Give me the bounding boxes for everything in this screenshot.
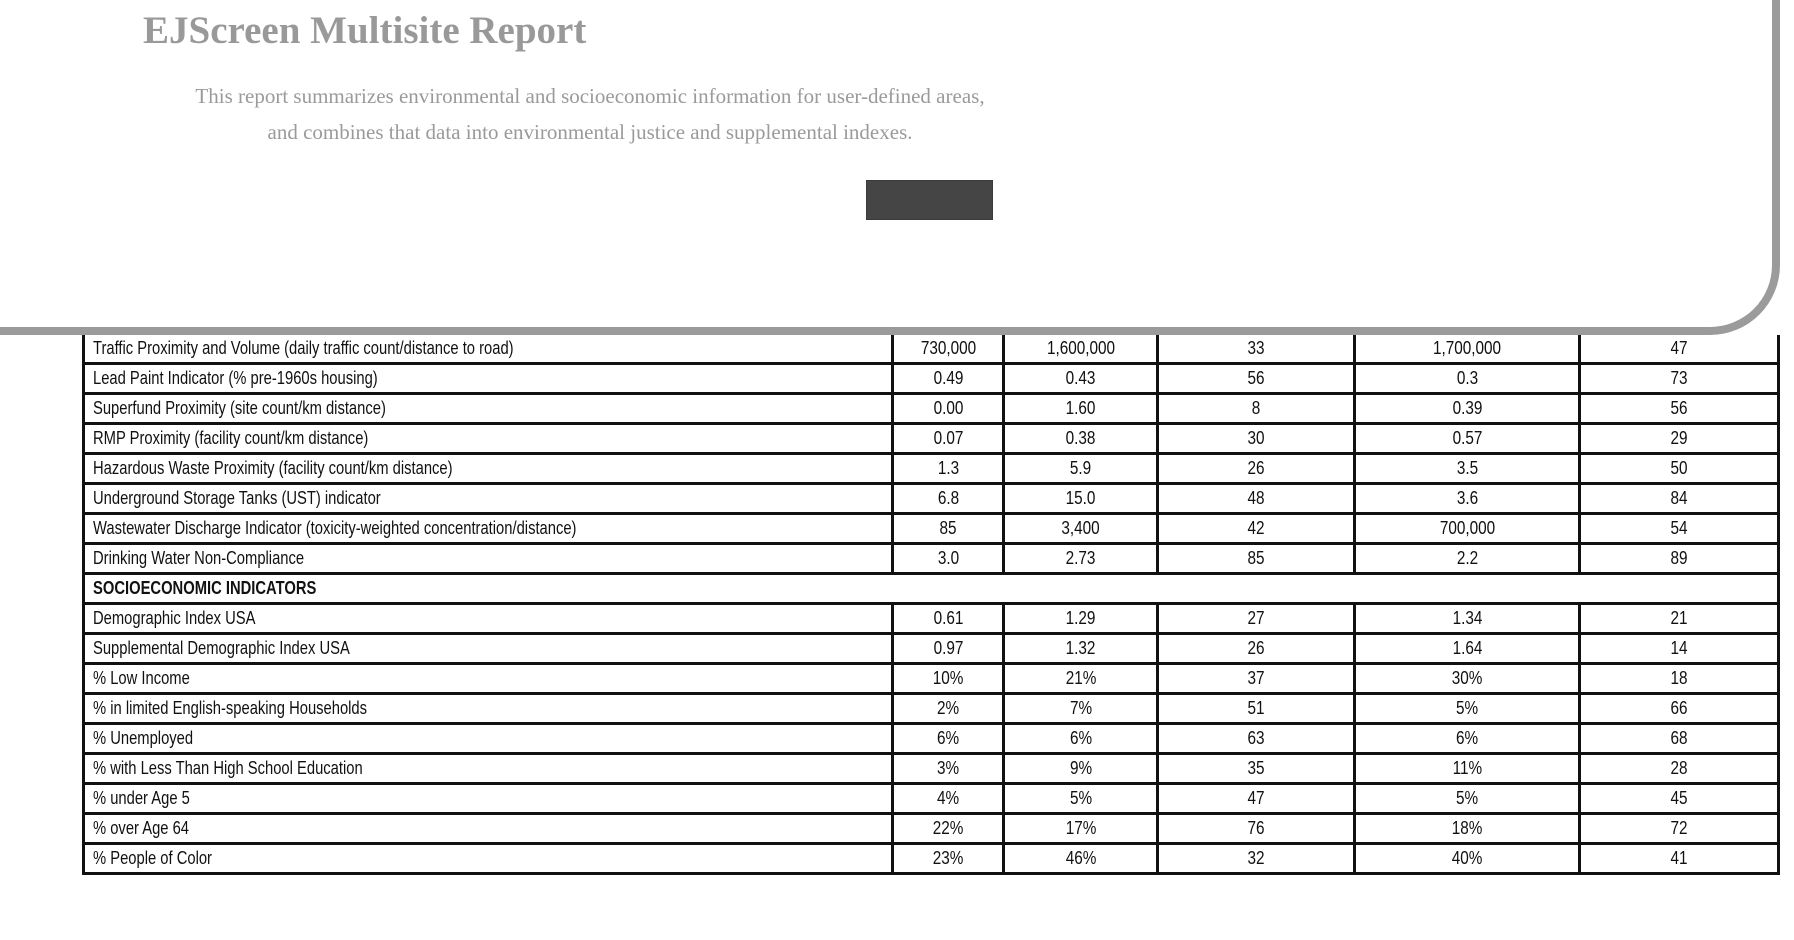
value-cell-col-3: 48 [1158, 484, 1355, 514]
report-description-line-2: and combines that data into environmental justice and supplemental indexes. [267, 120, 913, 144]
report-description-line-1: This report summarizes environmental and socioeconomic information for user-defined areas, [195, 84, 985, 108]
indicator-label: Hazardous Waste Proximity (facility count/km distance) [84, 454, 893, 484]
value-cell-col-4: 1,700,000 [1355, 335, 1579, 364]
value-cell-col-3: 56 [1158, 364, 1355, 394]
value-cell-col-3: 47 [1158, 784, 1355, 814]
value-cell-col-3: 51 [1158, 694, 1355, 724]
value-cell-col-3: 63 [1158, 724, 1355, 754]
table-row [84, 664, 1779, 694]
indicator-label: % Low Income [84, 664, 893, 694]
value-cell-col-1: 0.61 [892, 604, 1004, 634]
value-cell-col-3: 26 [1158, 634, 1355, 664]
indicators-table-body [84, 335, 1779, 874]
value-cell-col-4: 40% [1355, 844, 1579, 874]
value-cell-col-3: 42 [1158, 514, 1355, 544]
value-cell-col-4: 6% [1355, 724, 1579, 754]
value-cell-col-2: 1.60 [1004, 394, 1158, 424]
value-cell-col-1: 23% [892, 844, 1004, 874]
value-cell-col-1: 730,000 [892, 335, 1004, 364]
table-row [84, 784, 1779, 814]
value-cell-col-2: 3,400 [1004, 514, 1158, 544]
value-cell-col-2: 0.43 [1004, 364, 1158, 394]
table-row [84, 724, 1779, 754]
value-cell-col-4: 2.2 [1355, 544, 1579, 574]
value-cell-col-5: 56 [1579, 394, 1778, 424]
value-cell-col-5: 54 [1579, 514, 1778, 544]
value-cell-col-4: 5% [1355, 784, 1579, 814]
section-heading-row [84, 574, 1779, 604]
value-cell-col-1: 0.00 [892, 394, 1004, 424]
table-row [84, 394, 1779, 424]
value-cell-col-3: 37 [1158, 664, 1355, 694]
value-cell-col-3: 33 [1158, 335, 1355, 364]
value-cell-col-2: 9% [1004, 754, 1158, 784]
value-cell-col-1: 10% [892, 664, 1004, 694]
value-cell-col-2: 1,600,000 [1004, 335, 1158, 364]
table-row [84, 364, 1779, 394]
table-row [84, 424, 1779, 454]
value-cell-col-4: 18% [1355, 814, 1579, 844]
value-cell-col-5: 66 [1579, 694, 1778, 724]
header-divider [78, 327, 1698, 335]
indicator-label: % in limited English-speaking Households [84, 694, 893, 724]
value-cell-col-5: 14 [1579, 634, 1778, 664]
value-cell-col-3: 27 [1158, 604, 1355, 634]
value-cell-col-4: 0.57 [1355, 424, 1579, 454]
value-cell-col-2: 46% [1004, 844, 1158, 874]
table-row [84, 754, 1779, 784]
value-cell-col-1: 85 [892, 514, 1004, 544]
value-cell-col-1: 4% [892, 784, 1004, 814]
value-cell-col-1: 6% [892, 724, 1004, 754]
value-cell-col-2: 5% [1004, 784, 1158, 814]
value-cell-col-5: 29 [1579, 424, 1778, 454]
value-cell-col-5: 28 [1579, 754, 1778, 784]
value-cell-col-5: 50 [1579, 454, 1778, 484]
value-cell-col-1: 3% [892, 754, 1004, 784]
indicator-label: % with Less Than High School Education [84, 754, 893, 784]
value-cell-col-5: 47 [1579, 335, 1778, 364]
value-cell-col-5: 73 [1579, 364, 1778, 394]
report-title: EJScreen Multisite Report [143, 9, 587, 52]
value-cell-col-2: 2.73 [1004, 544, 1158, 574]
value-cell-col-4: 0.3 [1355, 364, 1579, 394]
table-row [84, 335, 1779, 364]
indicator-label: Drinking Water Non-Compliance [84, 544, 893, 574]
value-cell-col-3: 35 [1158, 754, 1355, 784]
value-cell-col-1: 1.3 [892, 454, 1004, 484]
table-row [84, 484, 1779, 514]
value-cell-col-3: 26 [1158, 454, 1355, 484]
value-cell-col-2: 15.0 [1004, 484, 1158, 514]
value-cell-col-2: 0.38 [1004, 424, 1158, 454]
indicator-label: Supplemental Demographic Index USA [84, 634, 893, 664]
report-action-button[interactable] [866, 180, 993, 220]
value-cell-col-5: 89 [1579, 544, 1778, 574]
value-cell-col-3: 76 [1158, 814, 1355, 844]
value-cell-col-1: 6.8 [892, 484, 1004, 514]
value-cell-col-2: 1.32 [1004, 634, 1158, 664]
table-row [84, 844, 1779, 874]
indicator-label: % under Age 5 [84, 784, 893, 814]
report-description [140, 78, 1040, 150]
value-cell-col-1: 2% [892, 694, 1004, 724]
value-cell-col-1: 0.07 [892, 424, 1004, 454]
indicator-label: % Unemployed [84, 724, 893, 754]
value-cell-col-1: 3.0 [892, 544, 1004, 574]
value-cell-col-4: 30% [1355, 664, 1579, 694]
indicator-label: % People of Color [84, 844, 893, 874]
value-cell-col-5: 45 [1579, 784, 1778, 814]
table-row [84, 634, 1779, 664]
indicators-table [82, 335, 1780, 875]
value-cell-col-4: 700,000 [1355, 514, 1579, 544]
value-cell-col-4: 3.6 [1355, 484, 1579, 514]
value-cell-col-2: 21% [1004, 664, 1158, 694]
indicator-label: Lead Paint Indicator (% pre-1960s housing) [84, 364, 893, 394]
value-cell-col-3: 85 [1158, 544, 1355, 574]
indicator-label: Underground Storage Tanks (UST) indicator [84, 484, 893, 514]
value-cell-col-4: 5% [1355, 694, 1579, 724]
value-cell-col-2: 5.9 [1004, 454, 1158, 484]
indicator-label: Traffic Proximity and Volume (daily traffic count/distance to road) [84, 335, 893, 364]
value-cell-col-5: 68 [1579, 724, 1778, 754]
table-row [84, 694, 1779, 724]
value-cell-col-1: 0.97 [892, 634, 1004, 664]
section-heading: SOCIOECONOMIC INDICATORS [84, 574, 893, 604]
value-cell-col-4: 3.5 [1355, 454, 1579, 484]
value-cell-col-4: 1.64 [1355, 634, 1579, 664]
indicator-label: Superfund Proximity (site count/km distance) [84, 394, 893, 424]
table-row [84, 544, 1779, 574]
value-cell-col-3: 8 [1158, 394, 1355, 424]
table-row [84, 814, 1779, 844]
value-cell-col-2: 17% [1004, 814, 1158, 844]
value-cell-col-5: 84 [1579, 484, 1778, 514]
value-cell-col-2: 6% [1004, 724, 1158, 754]
table-row [84, 604, 1779, 634]
value-cell-col-1: 22% [892, 814, 1004, 844]
value-cell-col-4: 1.34 [1355, 604, 1579, 634]
value-cell-col-5: 18 [1579, 664, 1778, 694]
indicator-label: RMP Proximity (facility count/km distance) [84, 424, 893, 454]
value-cell-col-4: 0.39 [1355, 394, 1579, 424]
table-row [84, 514, 1779, 544]
value-cell-col-5: 72 [1579, 814, 1778, 844]
value-cell-col-1: 0.49 [892, 364, 1004, 394]
value-cell-col-2: 1.29 [1004, 604, 1158, 634]
value-cell-col-3: 32 [1158, 844, 1355, 874]
indicator-label: % over Age 64 [84, 814, 893, 844]
section-heading-spacer [892, 574, 1778, 604]
table-row [84, 454, 1779, 484]
indicator-label: Wastewater Discharge Indicator (toxicity-weighted concentration/distance) [84, 514, 893, 544]
value-cell-col-4: 11% [1355, 754, 1579, 784]
value-cell-col-5: 21 [1579, 604, 1778, 634]
indicator-label: Demographic Index USA [84, 604, 893, 634]
value-cell-col-5: 41 [1579, 844, 1778, 874]
value-cell-col-2: 7% [1004, 694, 1158, 724]
value-cell-col-3: 30 [1158, 424, 1355, 454]
